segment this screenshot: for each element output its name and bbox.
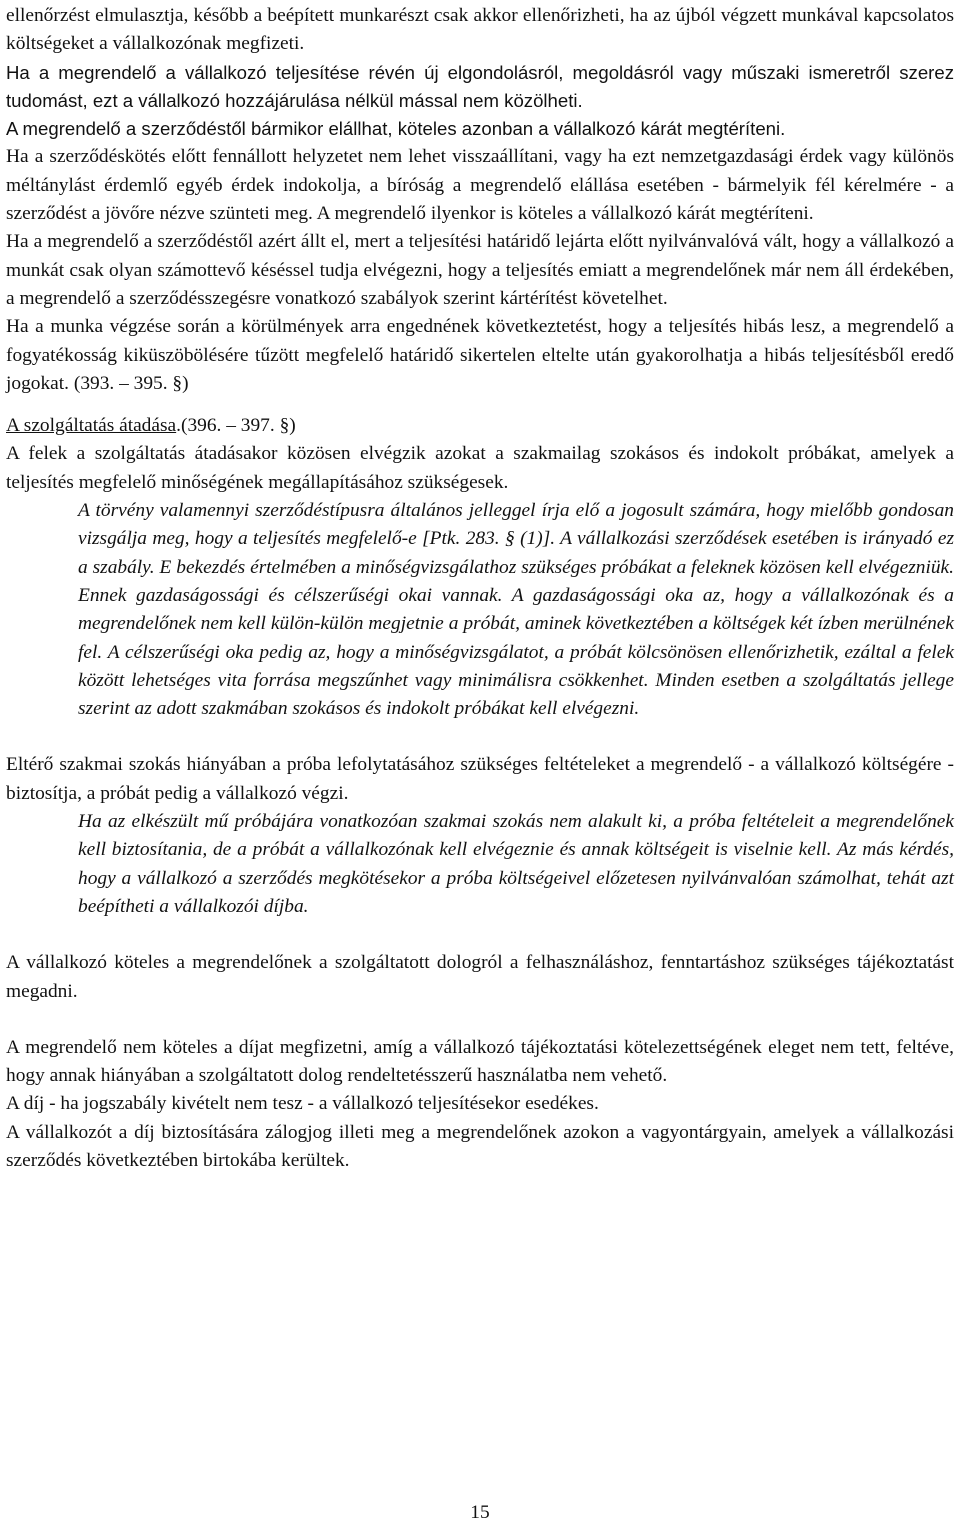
page-number: 15 xyxy=(470,1502,490,1523)
paragraph-fee-withholding: A megrendelő nem köteles a díjat megfizetni, amíg a vállalkozó tájékoztatási kötelezettségének eleget nem tett, feltéve, hogy annak hiányában a szolgáltatott dolog rendeltetésszerű használatba nem vehető. xyxy=(6,1036,954,1087)
commentary-test-costs: Ha az elkészült mű próbájára vonatkozóan szakmai szokás nem alakult ki, a próba feltételeit a megrendelőnek kell biztosítania, de a próbát a vállalkozónak kell elvégeznie és annak költségeit is viselnie kell. Az más kérdés, hogy a vállalkozó a szerződés megkötésekor a próba költségeivel előzetesen nyilvánvalóan számolhat, tehát azt beépítheti a vállalkozói díjba. xyxy=(78,811,954,917)
section-heading xyxy=(6,412,954,440)
paragraph-information-duty: A vállalkozó köteles a megrendelőnek a szolgáltatott dologról a felhasználáshoz, fenntartáshoz szükséges tájékoztatást megadni. xyxy=(6,952,954,1002)
paragraph-lien: A vállalkozót a díj biztosítására zálogjog illeti meg a megrendelőnek azokon a vagyontárgyain, amelyek a vállalkozási szerződés következtében birtokába kerültek. xyxy=(6,1121,954,1171)
paragraph-test-conditions: Eltérő szakmai szokás hiányában a próba lefolytatásához szükséges feltételeket a megrendelő - a vállalkozó költségére - biztosítja, a próbát pedig a vállalkozó végzi. xyxy=(6,754,954,804)
paragraph-defective-performance: Ha a munka végzése során a körülmények arra engednének következtetést, hogy a teljesítés hibás lesz, a megrendelő a fogyatékosság kiküszöbölésére tűzött megfelelő határidő sikertelen eltelte után gyakorolhatja a hibás teljesítésből eredő jogokat. (393. – 395. §) xyxy=(6,316,954,394)
paragraph-withdrawal: A megrendelő a szerződéstől bármikor elállhat, köteles azonban a vállalkozó kárát megtéríteni. xyxy=(6,118,786,140)
paragraph-handover-tests: A felek a szolgáltatás átadásakor közösen elvégzik azokat a szakmailag szokásos és indokolt próbákat, amelyek a teljesítés megfelelő minőségének megállapításához szükségesek. xyxy=(6,443,954,493)
paragraph-new-ideas: Ha a megrendelő a vállalkozó teljesítése révén új elgondolásról, megoldásról vagy műszaki ismeretről szerez tudomást, ezt a vállalkozó hozzájárulása nélkül mással nem közölheti. xyxy=(6,61,954,111)
commentary-tests: A törvény valamennyi szerződéstípusra általános jelleggel írja elő a jogosult számára, hogy mielőbb gondosan vizsgálja meg, hogy a teljesítés megfelelő-e [Ptk. 283. § (1)]. A vállalkozási szerződések esetében is irányadó ez a szabály. E bekezdés értelmében a minőségvizsgálathoz szükséges próbákat a feleknek közösen kell elvégezniük. Ennek gazdaságossági és célszerűségi okai vannak. A gazdaságossági oka az, hogy a vállalkozónak és a megrendelőnek nem kell külön-külön megjetnie a próbát, aminek következtében a költségek két ízben merülnének fel. A célszerűségi oka pedig az, hogy a minőségvizsgálatot, a próbát kölcsönösen ellenőrizhetik, ezáltal a felek között lehetséges vita forrása megszűnhet vagy minimálisra csökkenhet. Minden esetben a szolgáltatás jellege szerint az adott szakmában szokásos és indokolt próbákat kell elvégezni. xyxy=(78,500,954,720)
document-page xyxy=(6,2,954,1175)
section-heading-reference: .(396. – 397. §) xyxy=(176,415,296,437)
paragraph-delay-withdrawal: Ha a megrendelő a szerződéstől azért állt el, mert a teljesítési határidő lejárta előtt nyilvánvalóvá vált, hogy a vállalkozó a munkát csak olyan számottevő késéssel tudja elvégezni, hogy a teljesítés emiatt a megrendelőnek már nem áll érdekében, a megrendelő a szerződésszegésre vonatkozó szabályok szerint kártérítést követelhet. xyxy=(6,231,954,309)
paragraph-fee-due: A díj - ha jogszabály kivételt nem tesz - a vállalkozó teljesítésekor esedékes. xyxy=(6,1093,599,1115)
paragraph-continued-inspection: ellenőrzést elmulasztja, később a beépített munkarészt csak akkor ellenőrizheti, ha az újból végzett munkával kapcsolatos költségeket a vállalkozónak megfizeti. xyxy=(6,5,954,55)
paragraph-court-termination: Ha a szerződéskötés előtt fennállott helyzetet nem lehet visszaállítani, vagy ha ezt nemzetgazdasági érdek vagy különös méltánylást érdemlő egyéb érdek indokolja, a bíróság a megrendelő elállása esetében - bármelyik fél kérelmére - a szerződést a jövőre nézve szünteti meg. A megrendelő ilyenkor is köteles a vállalkozó kárát megtéríteni. xyxy=(6,146,954,225)
section-heading-title: A szolgáltatás átadása xyxy=(6,415,177,437)
